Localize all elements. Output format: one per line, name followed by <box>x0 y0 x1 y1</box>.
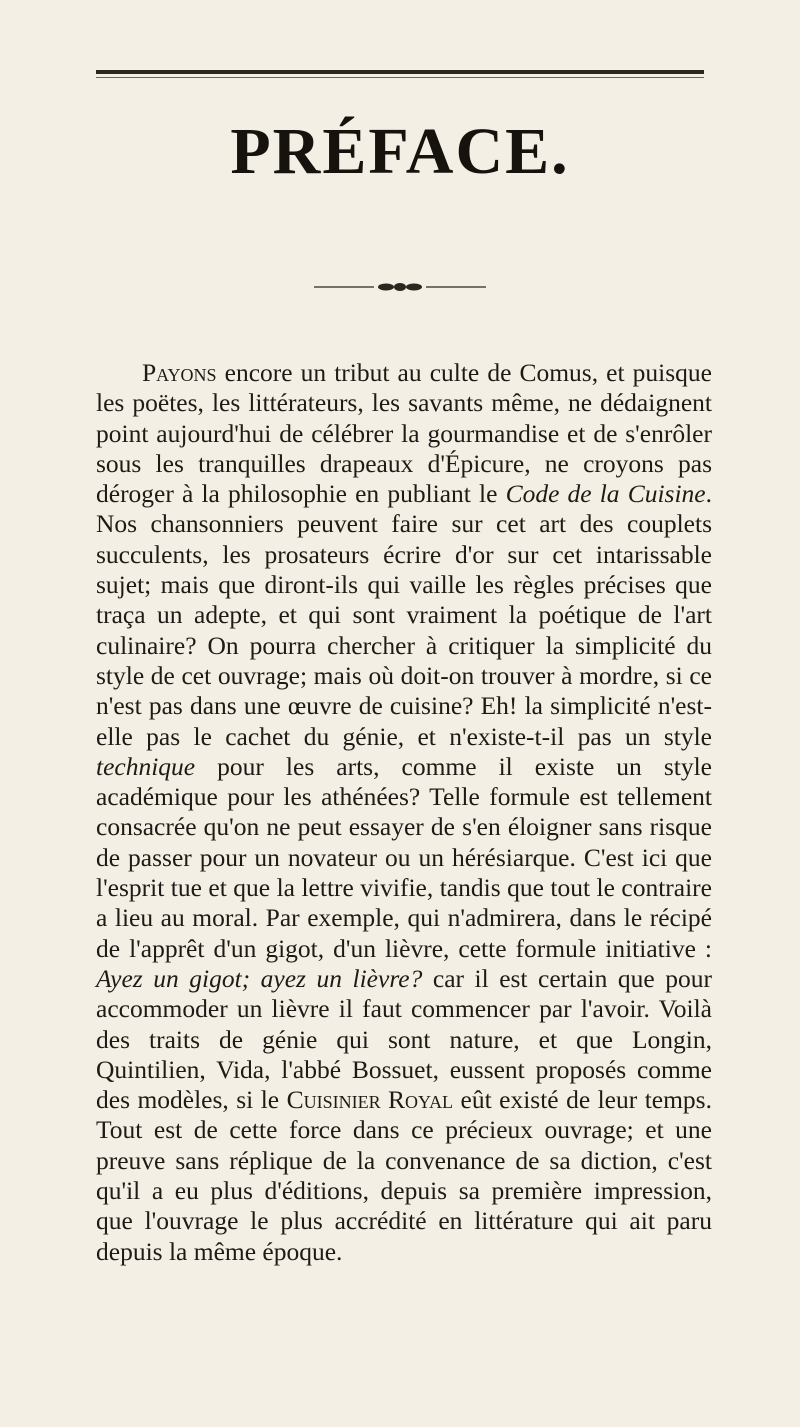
small-caps-run: Cuisinier Royal <box>286 1085 454 1115</box>
ornament-divider-icon <box>314 282 486 292</box>
text-run: eût existé de leur temps. Tout est de cette force dans ce précieux ouvrage; et une preuve sans réplique de la convenance de sa diction, c'est qu'il a eu plus d'éditions, depuis sa première impression, que l'ouvrage le plus accrédité en littérature qui ait paru depuis la même époque. <box>96 1085 712 1266</box>
italic-run: Ayez un gigot; ayez un lièvre? <box>96 963 423 993</box>
text-run: encore un tribut au culte de Comus, et puisque les poëtes, les littérateurs, les savants même, ne dédaignent point aujourd'hui de célébrer la gourmandise et de s'enrôler sous les tranquilles drapeaux d'Épicure, ne croyons pas déroger à la philosophie en publiant le <box>96 358 712 509</box>
text-run: . Nos chansonniers peuvent faire sur cet art des couplets succulents, les prosateurs écrire d'or sur cet intarissable sujet; mais que diront-ils qui vaille les règles précises que traça un adepte, et qui sont vraiment la poétique de l'art culinaire? On pourra chercher à critiquer la simplicité du style de cet ouvrage; mais où doit-on trouver à mordre, si ce n'est pas dans une œuvre de cuisine? Eh! la simplicité n'est-elle pas le cachet du génie, et n'existe-t-il pas un style <box>96 479 712 751</box>
preface-text <box>96 358 712 1267</box>
preface-paragraph <box>96 358 712 1267</box>
page-title: PRÉFACE. <box>230 115 570 188</box>
top-rule-thin <box>96 77 704 78</box>
small-caps-run: Payons <box>142 358 217 387</box>
italic-run: Code de la Cuisine <box>505 479 706 509</box>
italic-run: technique <box>96 751 196 781</box>
text-run: pour les arts, comme il existe un style académique pour les athénées? Telle formule est tellement consacrée qu'on ne peut essayer de s'en éloigner sans risque de passer pour un novateur ou un hérésiarque. C'est ici que l'esprit tue et que la lettre vivifie, tandis que tout le contraire a lieu au moral. Par exemple, qui n'admirera, dans le récipé de l'apprêt d'un gigot, d'un lièvre, cette formule initiative : <box>96 751 712 963</box>
text-run: car il est certain que pour accommoder un lièvre il faut commencer par l'avoir. Voilà des traits de génie qui sont nature, et que Longin, Quintilien, Vida, l'abbé Bossuet, eussent proposés comme des modèles, si le <box>96 963 712 1115</box>
top-rule <box>96 70 704 74</box>
